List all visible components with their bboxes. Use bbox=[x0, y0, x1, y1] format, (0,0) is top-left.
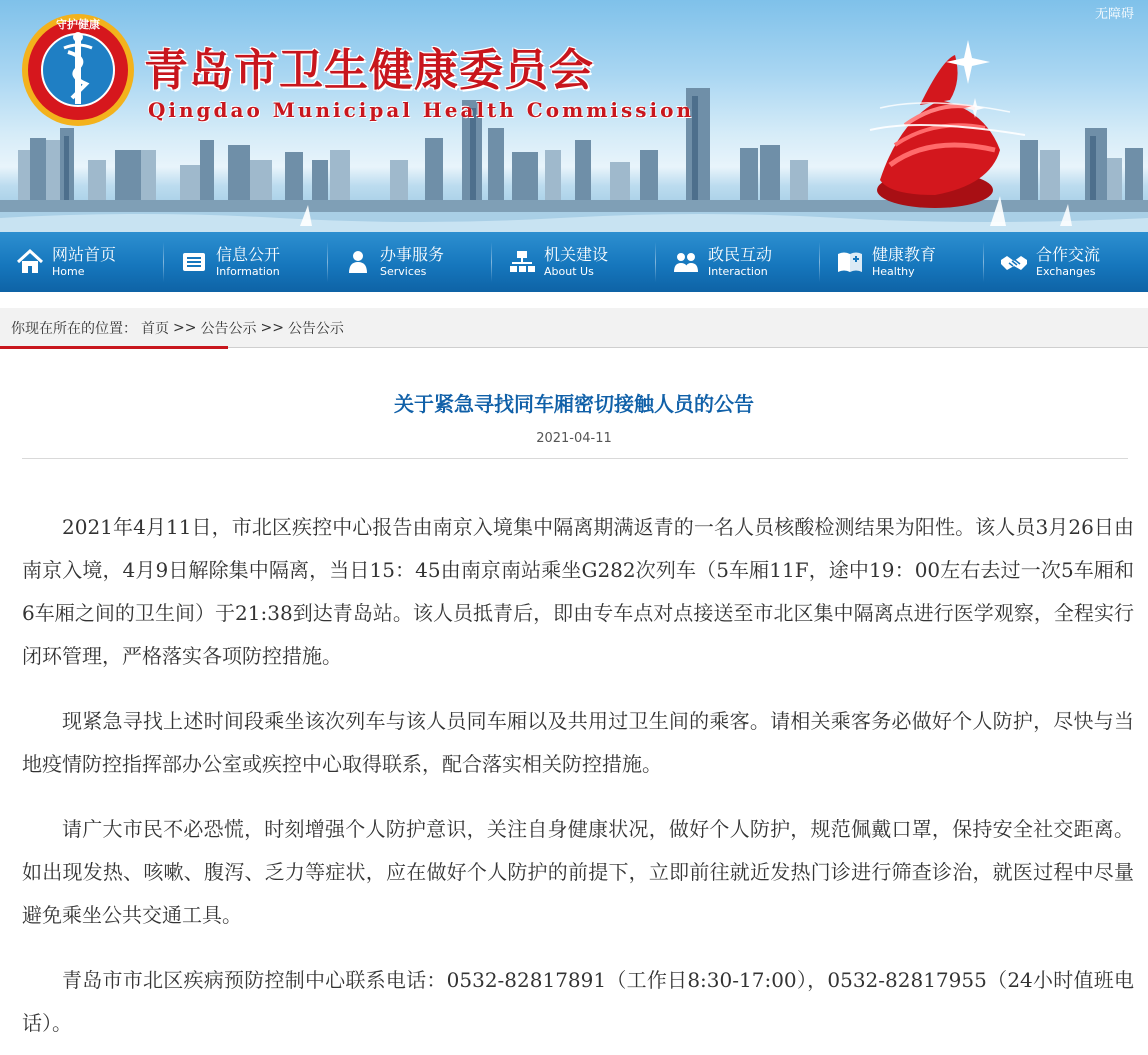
article-paragraph: 2021年4月11日，市北区疾控中心报告由南京入境集中隔离期满返青的一名人员核酸检测结果为阳性。该人员3月26日由南京入境，4月9日解除集中隔离，当日15：45由南京南站乘坐G282次列车（5车厢11F，途中19：00左右去过一次5车厢和6车厢之间的卫生间）于21:38到达青岛站。该人员抵青后，即由专车点对点接送至市北区集中隔离点进行医学观察，全程实行闭环管理，严格落实各项防控措施。 bbox=[22, 515, 1134, 668]
article-date: 2021-04-11 bbox=[536, 431, 612, 446]
nav-label: 办事服务 bbox=[380, 245, 445, 265]
nav-label: 健康教育 bbox=[872, 245, 937, 265]
breadcrumb bbox=[0, 308, 1148, 348]
person-icon bbox=[344, 248, 372, 276]
nav-sublabel: Information bbox=[216, 264, 280, 278]
may-wind-sculpture-icon bbox=[870, 55, 1025, 208]
nav-sublabel: Interaction bbox=[708, 264, 768, 278]
breadcrumb-prefix: 你现在所在的位置： bbox=[11, 320, 137, 337]
nav-label: 信息公开 bbox=[216, 245, 281, 265]
breadcrumb-accent-bar bbox=[0, 346, 228, 349]
home-icon bbox=[16, 248, 44, 276]
nav-sublabel: About Us bbox=[544, 264, 594, 278]
article-paragraph: 请广大市民不必恐慌，时刻增强个人防护意识，关注自身健康状况，做好个人防护，规范佩戴口罩，保持安全社交距离。如出现发热、咳嗽、腹泻、乏力等症状，应在做好个人防护的前提下，立即前往就近发热门诊进行筛查诊治，就医过程中尽量避免乘坐公共交通工具。 bbox=[22, 817, 1134, 927]
org-chart-icon bbox=[508, 248, 536, 276]
nav-item-healthy[interactable] bbox=[820, 232, 984, 292]
breadcrumb-separator: >> bbox=[260, 319, 284, 336]
main-nav bbox=[0, 232, 1148, 292]
header-banner bbox=[0, 0, 1148, 232]
nav-label: 机关建设 bbox=[544, 245, 609, 265]
breadcrumb-separator: >> bbox=[173, 319, 197, 336]
handshake-icon bbox=[1000, 248, 1028, 276]
nav-label: 合作交流 bbox=[1036, 245, 1101, 265]
nav-sublabel: Exchanges bbox=[1036, 264, 1096, 278]
article-body bbox=[22, 506, 1134, 1055]
nav-label: 政民互动 bbox=[708, 245, 773, 265]
nav-item-services[interactable] bbox=[328, 232, 492, 292]
nav-item-interaction[interactable] bbox=[656, 232, 820, 292]
article-paragraph: 现紧急寻找上述时间段乘坐该次列车与该人员同车厢以及共用过卫生间的乘客。请相关乘客务必做好个人防护，尽快与当地疫情防控指挥部办公室或疾控中心取得联系，配合落实相关防控措施。 bbox=[22, 709, 1134, 776]
nav-sublabel: Healthy bbox=[872, 264, 915, 278]
nav-sublabel: Services bbox=[380, 264, 427, 278]
nav-item-about-us[interactable] bbox=[492, 232, 656, 292]
breadcrumb-home-link[interactable]: 首页 bbox=[141, 320, 169, 337]
book-icon bbox=[836, 248, 864, 276]
breadcrumb-section-link[interactable]: 公告公示 bbox=[200, 320, 257, 337]
site-title: 青岛市卫生健康委员会 bbox=[144, 45, 594, 96]
document-list-icon bbox=[180, 248, 208, 276]
accessibility-link[interactable]: 无障碍 bbox=[1094, 7, 1134, 22]
nav-sublabel: Home bbox=[52, 264, 85, 278]
nav-label: 网站首页 bbox=[52, 245, 117, 265]
nav-item-information[interactable] bbox=[164, 232, 328, 292]
people-icon bbox=[672, 248, 700, 276]
site-subtitle: Qingdao Municipal Health Commission bbox=[148, 98, 694, 122]
article-title: 关于紧急寻找同车厢密切接触人员的公告 bbox=[394, 392, 754, 416]
commission-logo bbox=[20, 12, 136, 128]
nav-item-home[interactable] bbox=[0, 232, 164, 292]
breadcrumb-current-link[interactable]: 公告公示 bbox=[287, 320, 344, 337]
article-paragraph: 青岛市市北区疾病预防控制中心联系电话：0532-82817891（工作日8:30-17:00），0532-82817955（24小时值班电话）。 bbox=[22, 968, 1134, 1035]
title-divider bbox=[22, 458, 1128, 459]
svg-text:守护健康: 守护健康 bbox=[56, 18, 100, 31]
nav-item-exchanges[interactable] bbox=[984, 232, 1148, 292]
